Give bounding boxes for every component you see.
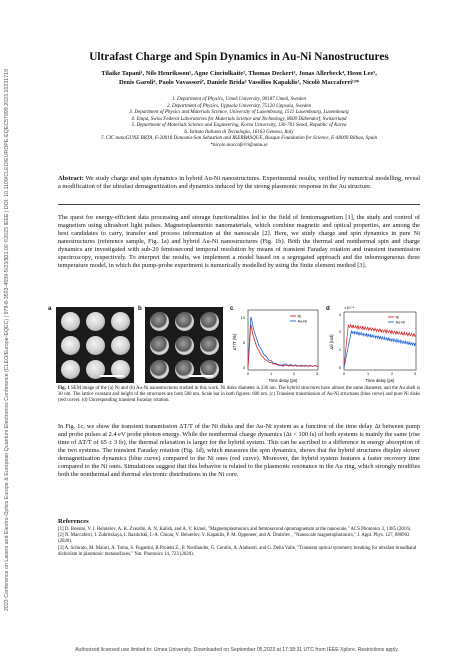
- affiliation-line: 7. CIC nanoGUNE BRTA, E-20018 Donostia-San Sebastian and IKERBASQUE, Basque Foundation for Science, E-48009 Bilbao, Spain: [100, 135, 378, 142]
- body-paragraph-1: The quest for energy-efficient data processing and storage functionalities led to the field of femtomagnetism [1], the study and control of magnetism using ultrashort light pulses. Magnetoplasmonic nanomaterials, which combine magnetic and optical properties, are among the best candidates to carry, transfer and process information at the nanoscale [2]. Here, we study charge and spin dynamics in pure Ni nanostructures (reference sample, Fig. 1a) and hybrid Au-Ni nanostructures (Fig. 1b). Both the thermal and nonthermal spin and charge dynamics are investigated with sub-20 femtosecond temporal resolution by means of transient Faraday rotation and transient transmission spectroscopy, respectively. To interpret the results, we implement a model based on a segregated approach and the inhomogeneous three temperature model, in which the pump-probe experiment is numerically modelled by using the finite element method [3].: [58, 214, 420, 270]
- y-tick-label: 0: [242, 366, 245, 370]
- nanodisk: [86, 336, 105, 355]
- scale-bar: [100, 375, 124, 377]
- divider: [58, 204, 420, 205]
- ieee-footer: Authorized licensed use limited to: Umea University. Downloaded on September 05,2023 at 17:38:31 UTC from IEEE Xplore. Restrictions apply.: [75, 647, 399, 653]
- body-paragraph-2: In Fig. 1c, we show the transient transmission ΔT/T of the Ni disks and the Au-Ni system as a function of the time delay Δt between pump and probe pulses at 2.4 eV probe photon energy. While the nonthermal charge dynamics (Δt < 100 fs) of both systems is mainly the same (rise time of ΔT/T of 65 ± 3 fs), the thermal relaxation is larger for the hybrid system. This can be ascribed to a difference in energy absorption of the two systems. The transient Faraday rotation (Fig. 1d), which measures the spin dynamics, shows that the hybrid structures display slower demagnetization dynamics (blue curve) compared to the Ni ones (red curve). Moreover, the hybrid system features a faster recovery time compared to the Ni ones. Simulations suggest that this behavior is related to the plasmonic resonance in the Au ring, which strongly modifies both the nonthermal and thermal electronic distributions in the Ni core.: [58, 423, 420, 479]
- nanodisk: [175, 336, 194, 355]
- nanodisk: [61, 360, 80, 379]
- legend-label-ni: Ni: [297, 314, 302, 319]
- nanodisk: [86, 312, 105, 331]
- nanodisk: [175, 312, 194, 331]
- sem-image-ni: [56, 307, 134, 383]
- reference-item: [1] D. Bossini, V. I. Belotelov, A. K. Zvezdin, A. N. Kalish, and A. V. Kimel, "Magnetoplasmonics and femtosecond optomagnetism at the nanoscale," ACS Photonics 3, 1385 (2016).: [58, 527, 412, 532]
- x-tick-label: 2: [390, 372, 394, 376]
- nanodisk: [61, 336, 80, 355]
- side-doi-text: 2023 Conference on Lasers and Electro-Optics Europe & European Quantum Electronics Conference (CLEO/Europe-EQEC) | 979-8-3503-4599-5/23/$31.00 ©2023 IEEE | DOI: 10.1109/CLEO/EUROPE-EQEC57999.2023.10231719: [4, 68, 10, 612]
- y-tick-label: 10: [240, 316, 245, 320]
- abstract-text: We study charge and spin dynamics in hybrid Au-Ni nanostructures. Experimental results, verified by numerical modelling, reveal a modification of the ultrafast demagnetization and dynamics induced by the strong plasmonic response in the Au structure.: [58, 175, 420, 191]
- author-list: [58, 70, 420, 87]
- sem-image-au-ni: [145, 307, 223, 383]
- x-axis-label: Time delay (ps): [268, 378, 298, 383]
- caption-text: SEM image of the (a) Ni and (b) Au-Ni nanostructures studied in this work. Ni disks diameter is 330 nm. The hybrid structures have almost the same diameter, and the Au shell is 30 nm. The lattice constant and height of the structures are both 500 nm. Scale bar in both figures: 600 nm. (c) Transient transmission of Au-Ni structures (blue curve) and pure Ni disks (red curve). (d) Corresponding transient Faraday rotation.: [58, 386, 420, 403]
- figure-caption: [58, 386, 420, 404]
- nanodisk: [150, 312, 169, 331]
- references-heading: References: [58, 518, 89, 525]
- nanodisk: [150, 360, 169, 379]
- contact-email: *nicolo.maccaferri@umu.se: [210, 141, 268, 148]
- y-tick-label: 1: [338, 348, 341, 352]
- x-tick-label: 1: [366, 372, 370, 376]
- legend-label-au-ni: Au-Ni: [297, 319, 307, 324]
- author-line: Denis Garoli⁶, Paolo Vavassori⁷, Daniele Brida³ Vassilios Kapaklis², Nicolò Maccaferri¹³*: [118, 78, 360, 86]
- affiliation-line: 4. Empa, Swiss Federal Laboratories for Materials Science and Technology, 8600 Dübendorf, Switzerland: [131, 115, 347, 122]
- x-tick-label: 0: [246, 372, 250, 376]
- x-tick-label: 1: [269, 372, 273, 376]
- y-axis-label: Δθ (rad): [329, 334, 334, 350]
- y-tick-label: 2: [338, 330, 341, 334]
- panel-label-a: a: [48, 305, 52, 312]
- y-axis-label: ΔT/T (%): [232, 333, 237, 351]
- plot-frame: [248, 310, 318, 370]
- transient-transmission-chart: [230, 304, 322, 386]
- affiliation-line: 1. Department of Physics, Umeå University, 90187 Umeå, Sweden: [172, 96, 306, 102]
- y-tick-label: 5: [242, 341, 245, 345]
- reference-item: [3] A. Schirato, M. Maiuri, A. Toma, S. Fugattini, R.Proietti Z., P. Nordlander, G. Cerullo, A. Alabastri, and G. Della Valle, "Transient optical symmetry breaking for ultrafast broadband dichroism in plasmonic metasurfaces," Nat. Photonics 14, 723 (2020).: [58, 545, 417, 557]
- affiliation-line: 2. Department of Physics, Uppsala University, 75120 Uppsala, Sweden: [166, 102, 312, 109]
- panel-label-c: c: [230, 305, 234, 312]
- author-line: Tilaike Tapani¹, Nils Henriksson¹, Agne Ciuciulkaite², Thomas Deckert³, Jonas Allerbeck⁴, Heon Lee⁵,: [101, 70, 377, 77]
- affiliation-line: 6. Istituto Italiano di Tecnologia, 16163 Genova, Italy: [184, 128, 294, 135]
- legend-label-ni: Ni: [395, 315, 400, 320]
- ni-transmission-curve: [248, 325, 318, 368]
- affiliation-line: 3. Department of Physics and Materials Science, University of Luxembourg, 1511 Luxembourg, Luxembourg: [129, 109, 349, 116]
- x-tick-label: 3: [315, 372, 319, 376]
- affiliations: [58, 96, 420, 148]
- y-tick-label: 0: [338, 366, 341, 370]
- caption-label: Fig. 1: [58, 386, 70, 391]
- panel-label-d: d: [326, 305, 330, 312]
- abstract-label: Abstract:: [58, 175, 84, 182]
- y-tick-label: 3: [338, 313, 341, 317]
- x-axis-label: Time delay (ps): [365, 378, 395, 383]
- y-axis-exponent: ×10⁻⁴: [344, 306, 355, 310]
- x-tick-label: 2: [292, 372, 296, 376]
- side-doi-banner: [2, 40, 12, 640]
- paper-title: Ultrafast Charge and Spin Dynamics in Au-Ni Nanostructures: [89, 51, 389, 63]
- nanodisk: [111, 336, 130, 355]
- scale-bar: [189, 375, 213, 377]
- reference-item: [2] N. Maccaferri, I. Zubritskaya, I. Razdolski, I.-A. Chioar, V. Belotelov, V. Kapaklis, P. M. Oppeneer, and A. Dmitriev , "Nanoscale magnetophotonics," J. Appl. Phys. 127, 080903 (2020).: [58, 533, 410, 545]
- nanodisk: [200, 336, 219, 355]
- nanodisk: [200, 312, 219, 331]
- legend-label-au-ni: Au-Ni: [395, 320, 405, 325]
- nanodisk: [61, 312, 80, 331]
- references-list: [58, 527, 420, 558]
- affiliation-line: 5. Department of Materials Science and Engineering, Korea University, 136-701 Seoul, Republic of Korea: [131, 122, 347, 129]
- abstract: [58, 175, 420, 191]
- nanodisk: [111, 312, 130, 331]
- au-ni-transmission-curve: [248, 317, 318, 368]
- x-tick-label: 0: [342, 372, 346, 376]
- x-tick-label: 3: [413, 372, 417, 376]
- plot-frame: [344, 312, 416, 370]
- au-ni-faraday-curve: [344, 331, 416, 368]
- panel-label-b: b: [138, 305, 142, 312]
- faraday-rotation-chart: [326, 304, 422, 386]
- nanodisk: [150, 336, 169, 355]
